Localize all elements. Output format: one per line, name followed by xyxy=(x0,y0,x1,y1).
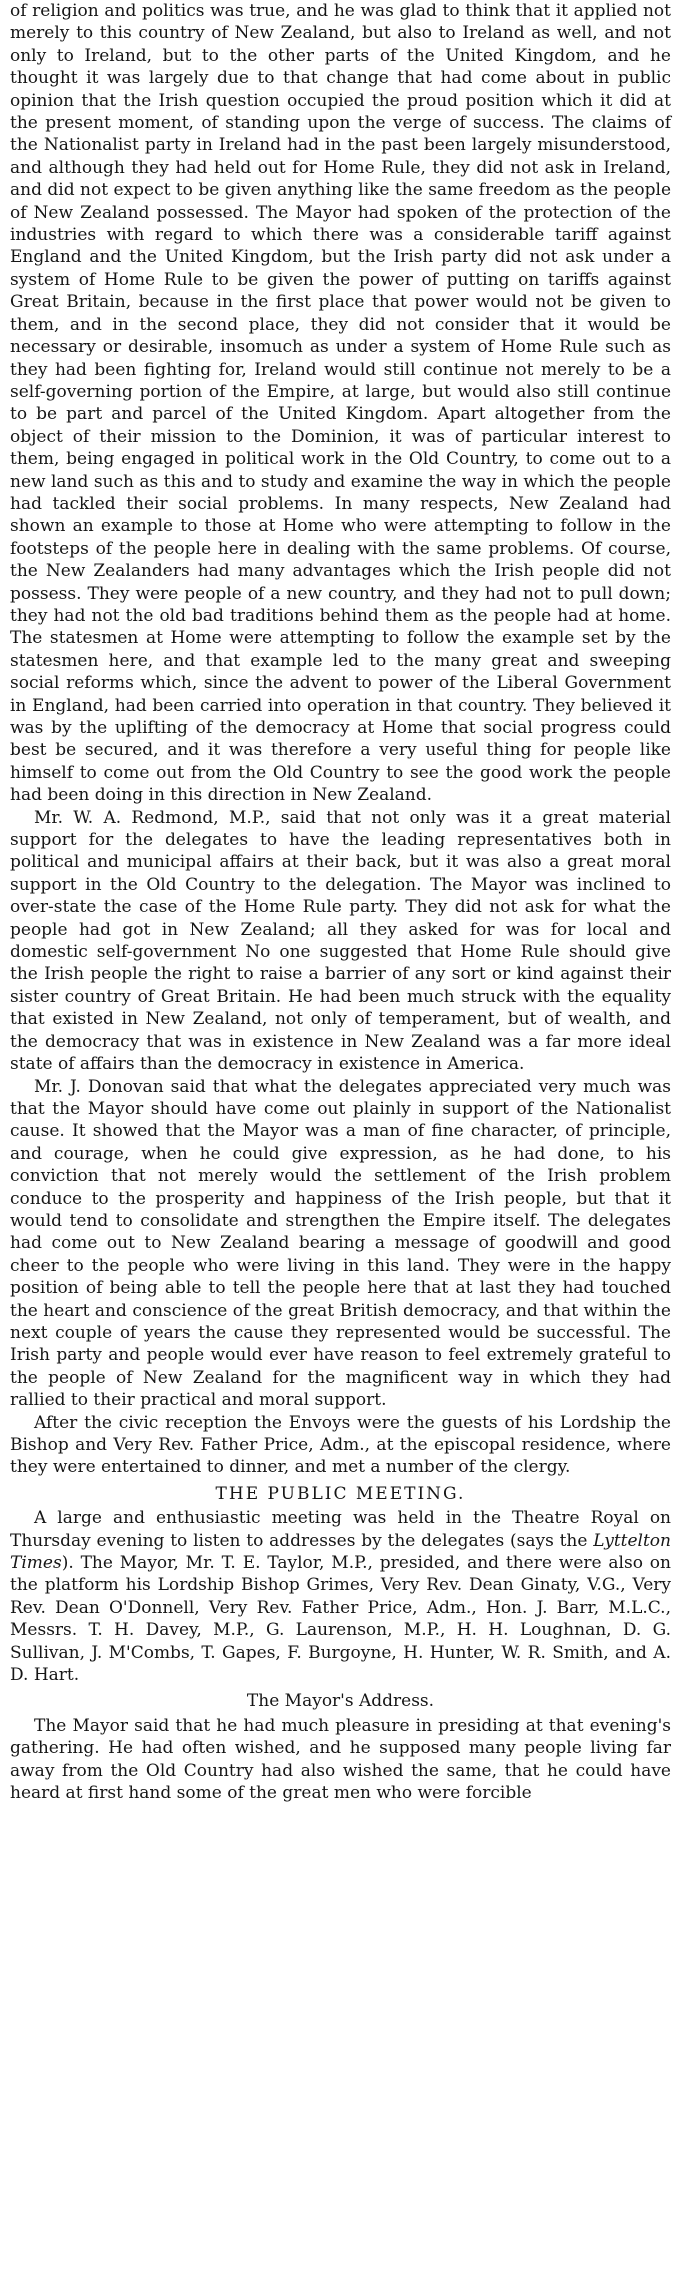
paragraph-public-meeting xyxy=(10,1507,671,1686)
paragraph-mayors-address: The Mayor said that he had much pleasure in presiding at that evening's gathering. He had often wished, and he supposed many people living far away from the Old Country had also wished the same, that he could have heard at first hand some of the great men who were forcible xyxy=(10,1715,671,1804)
paragraph-continuation: of religion and politics was true, and he was glad to think that it applied not merely to this country of New Zealand, but also to Ireland as well, and not only to Ireland, but to the other parts of the United Kingdom, and he thought it was largely due to that change that had come about in public opinion that the Irish question occupied the proud position which it did at the present moment, of standing upon the verge of success. The claims of the Nationalist party in Ireland had in the past been largely misunderstood, and although they had held out for Home Rule, they did not ask in Ireland, and did not expect to be given anything like the same freedom as the people of New Zealand possessed. The Mayor had spoken of the protection of the industries with regard to which there was a considerable tariff against England and the United Kingdom, but the Irish party did not ask under a system of Home Rule to be given the power of putting on tariffs against Great Britain, because in the first place that power would not be given to them, and in the second place, they did not consider that it would be necessary or desirable, insomuch as under a system of Home Rule such as they had been fighting for, Ireland would still continue not merely to be a self-governing portion of the Empire, at large, but would also still continue to be part and parcel of the United Kingdom. Apart altogether from the object of their mission to the Dominion, it was of particular interest to them, being engaged in political work in the Old Country, to come out to a new land such as this and to study and examine the way in which the people had tackled their social problems. In many respects, New Zealand had shown an example to those at Home who were attempting to follow in the footsteps of the people here in dealing with the same problems. Of course, the New Zealanders had many advantages which the Irish people did not possess. They were people of a new country, and they had not to pull down; they had not the old bad traditions behind them as the people had at home. The statesmen at Home were attempting to follow the example set by the statesmen here, and that example led to the many great and sweeping social reforms which, since the advent to power of the Liberal Government in England, had been carried into operation in that country. They believed it was by the uplifting of the democracy at Home that social progress could best be secured, and it was therefore a very useful thing for people like himself to come out from the Old Country to see the good work the people had been doing in this direction in New Zealand. xyxy=(10,1,671,806)
public-meeting-text-end: ). The Mayor, Mr. T. E. Taylor, M.P., presided, and there were also on the platform his Lordship Bishop Grimes, Very Rev. Dean Ginaty, V.G., Very Rev. Dean O'Donnell, Very Rev. Father Price, Adm., Hon. J. Barr, M.L.C., Messrs. T. H. Davey, M.P., G. Laurenson, M.P., H. H. Loughnan, D. G. Sullivan, J. M'Combs, T. Gapes, F. Burgoyne, H. Hunter, W. R. Smith, and A. D. Hart. xyxy=(10,1553,671,1686)
section-heading-mayors-address: The Mayor's Address. xyxy=(246,1691,435,1712)
paragraph-civic-reception: After the civic reception the Envoys were the guests of his Lordship the Bishop and Very Rev. Father Price, Adm., at the episcopal residence, where they were entertained to dinner, and met a number of the clergy. xyxy=(10,1412,671,1478)
public-meeting-text-start: A large and enthusiastic meeting was held in the Theatre Royal on Thursday evening to listen to addresses by the delegates (says the xyxy=(10,1508,671,1551)
paragraph-donovan: Mr. J. Donovan said that what the delegates appreciated very much was that the Mayor should have come out plainly in support of the Nationalist cause. It showed that the Mayor was a man of fine character, of principle, and courage, when he could give expression, as he had done, to his conviction that not merely would the settlement of the Irish problem conduce to the prosperity and happiness of the Irish people, but that it would tend to consolidate and strengthen the Empire itself. The delegates had come out to New Zealand bearing a message of goodwill and good cheer to the people who were living in this land. They were in the happy position of being able to tell the people here that at last they had touched the heart and conscience of the great British democracy, and that within the next couple of years the cause they represented would be successful. The Irish party and people would ever have reason to feel extremely grateful to the people of New Zealand for the magnificent way in which they had rallied to their practical and moral support. xyxy=(10,1076,671,1411)
paragraph-redmond: Mr. W. A. Redmond, M.P., said that not only was it a great material support for the delegates to have the leading representatives both in political and municipal affairs at their back, but it was also a great moral support in the Old Country to the delegation. The Mayor was inclined to over-state the case of the Home Rule party. They did not ask for what the people had got in New Zealand; all they asked for was for local and domestic self-government No one suggested that Home Rule should give the Irish people the right to raise a barrier of any sort or kind against their sister country of Great Britain. He had been much struck with the equality that existed in New Zealand, not only of temperament, but of wealth, and the democracy that was in existence in New Zealand was a far more ideal state of affairs than the democracy in existence in America. xyxy=(10,807,671,1075)
section-heading-public-meeting: THE PUBLIC MEETING. xyxy=(215,1483,466,1504)
newspaper-title: Lyttelton Times xyxy=(10,1530,671,1574)
